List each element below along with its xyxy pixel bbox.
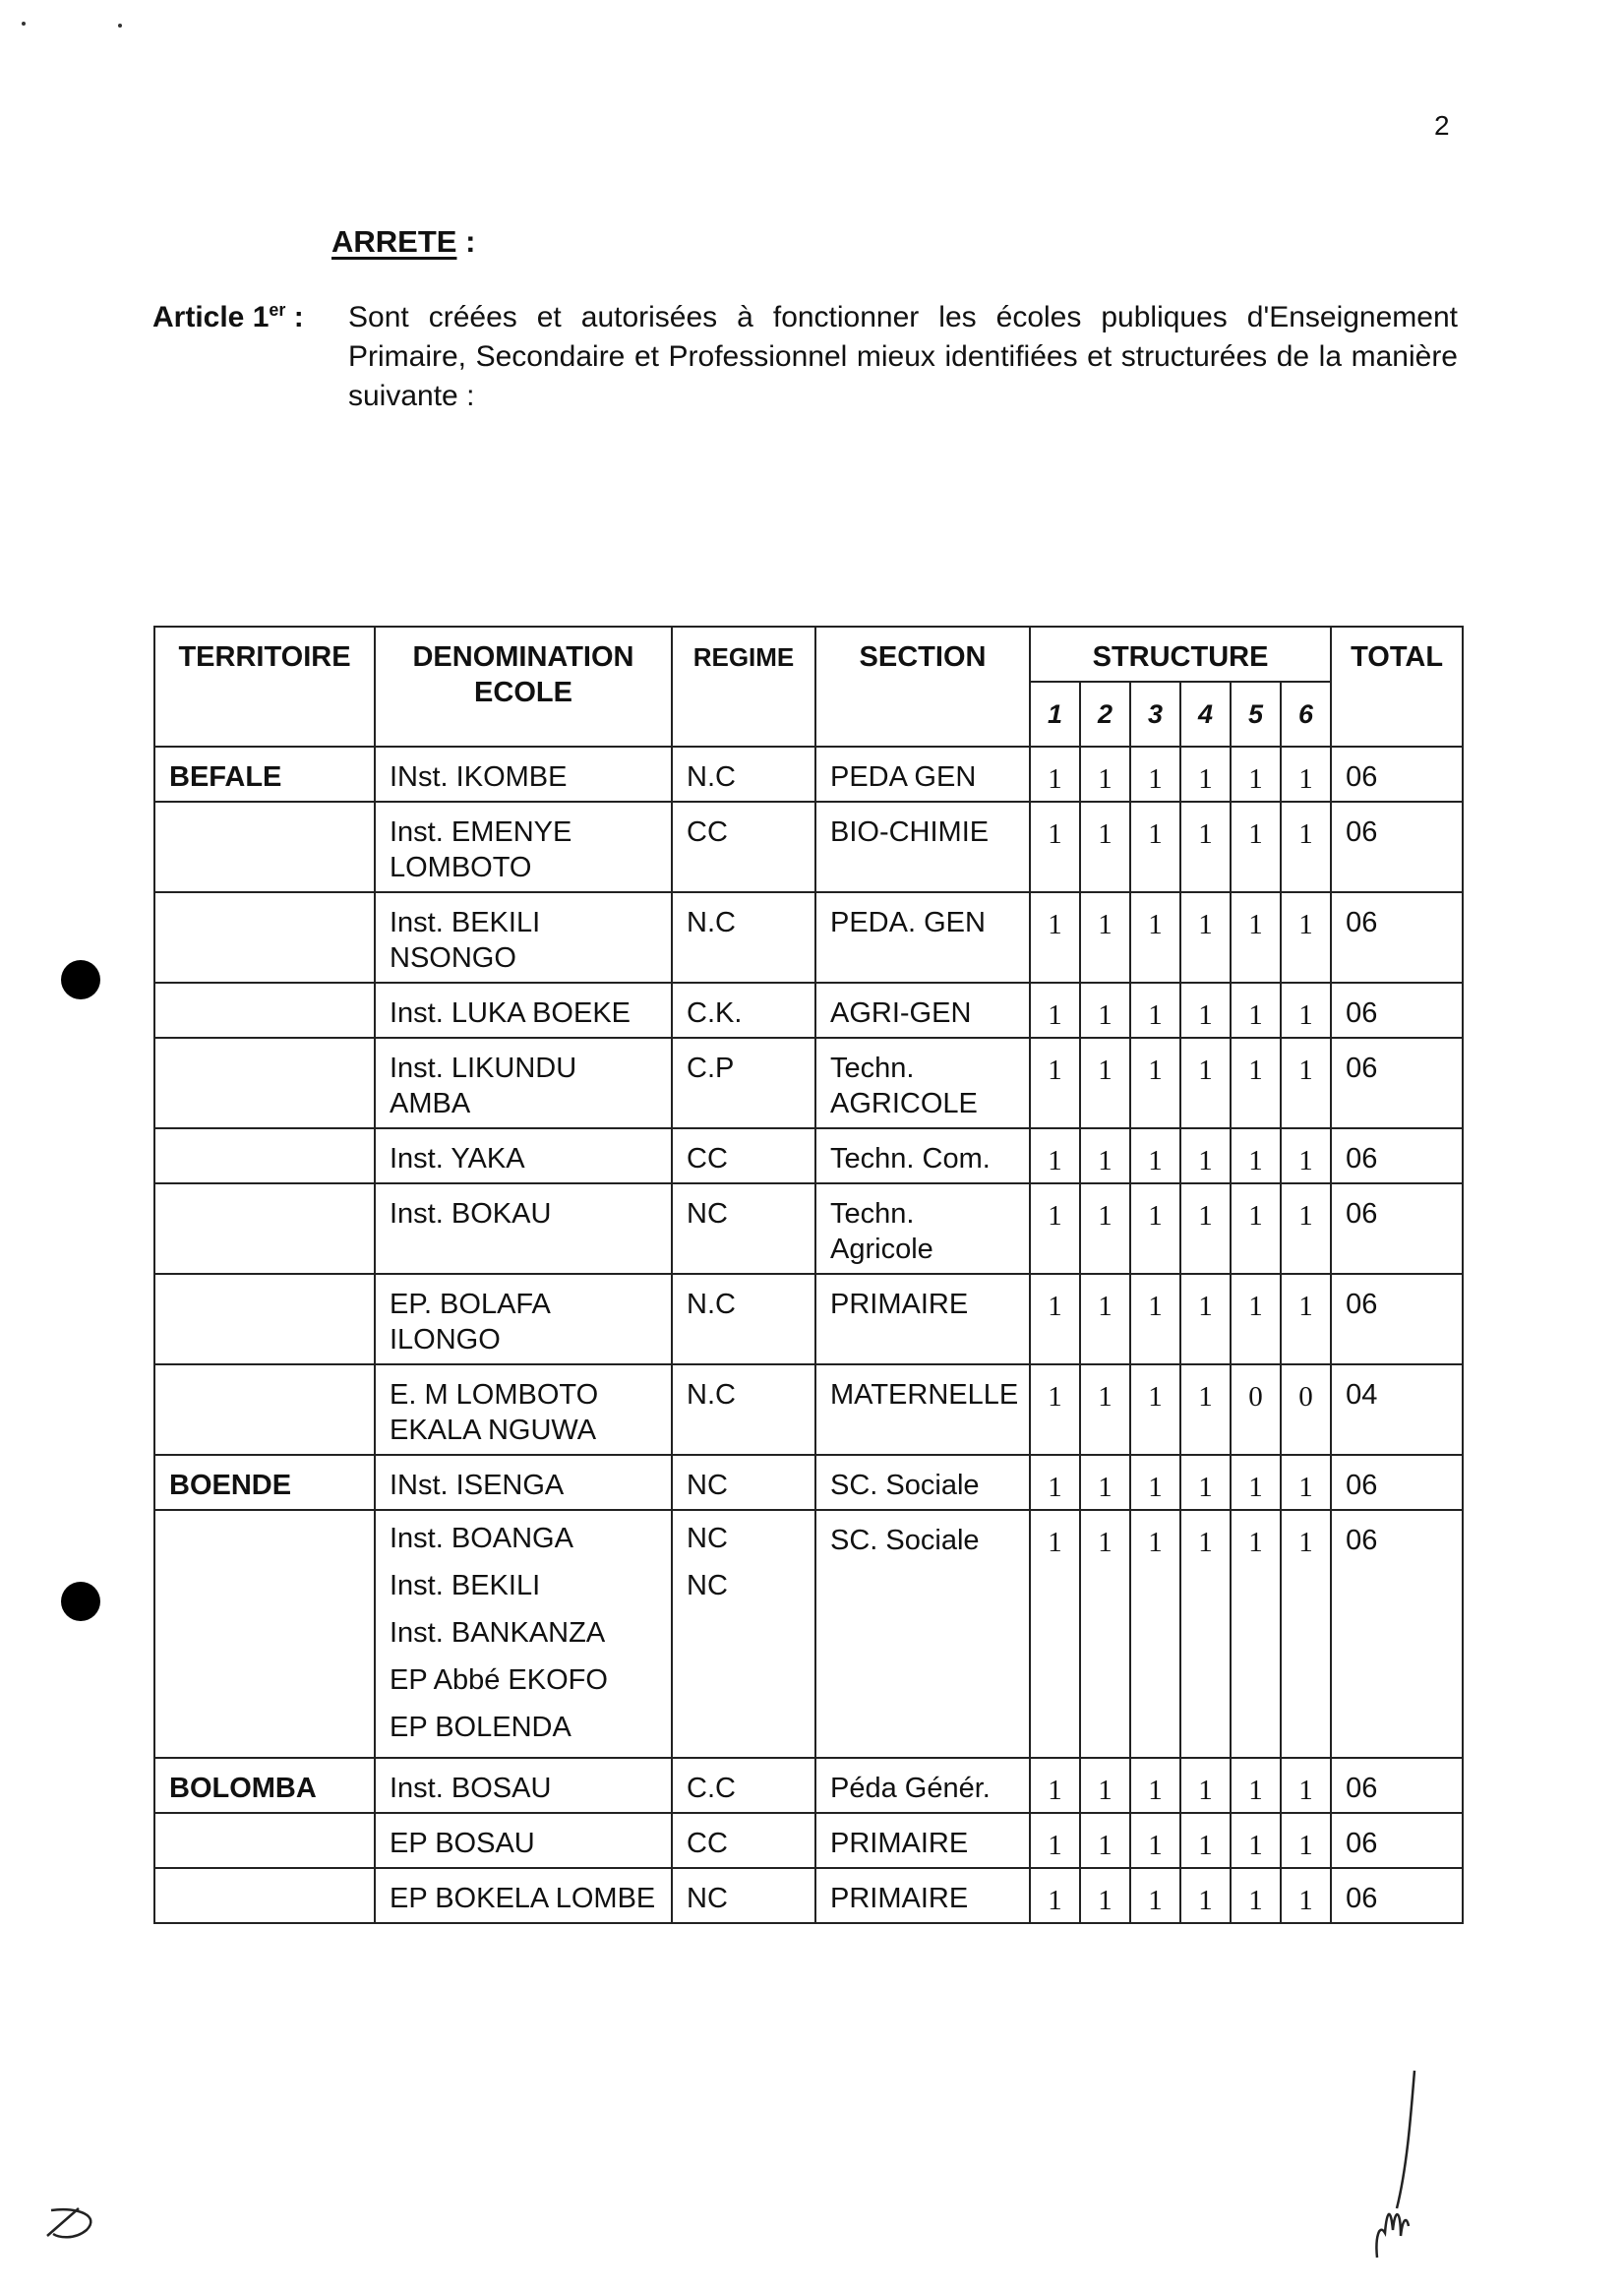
cell-territoire (154, 1813, 375, 1868)
cell-structure: 1 (1231, 1128, 1281, 1183)
table-header-row (154, 627, 1463, 682)
cell-structure: 1 (1080, 802, 1130, 892)
cell-structure: 1 (1231, 1868, 1281, 1923)
cell-regime: NC (672, 1455, 815, 1510)
cell-territoire (154, 1038, 375, 1128)
cell-total: 06 (1331, 1128, 1463, 1183)
cell-structure: 1 (1080, 1038, 1130, 1128)
cell-denomination: Inst. BOKAU (375, 1183, 672, 1274)
table-body-after (154, 1758, 1463, 1923)
cell-structure: 1 (1030, 1364, 1080, 1455)
table-row (154, 1813, 1463, 1868)
cell-structure: 1 (1180, 892, 1231, 983)
table-body (154, 747, 1463, 1510)
cell-regime-group (672, 1510, 815, 1758)
cell-structure: 1 (1231, 1758, 1281, 1813)
cell-section: SC. Sociale (815, 1510, 1030, 1758)
cell-section: PEDA GEN (815, 747, 1030, 802)
cell-denomination: Inst. LUKA BOEKE (375, 983, 672, 1038)
cell-total: 04 (1331, 1364, 1463, 1455)
cell-section: AGRI-GEN (815, 983, 1030, 1038)
cell-denomination: Inst. BOSAU (375, 1758, 672, 1813)
heading-text: ARRETE (331, 224, 457, 259)
cell-territoire (154, 1364, 375, 1455)
article-label-sup: er (269, 300, 286, 320)
cell-structure: 1 (1130, 1038, 1180, 1128)
cell-structure: 1 (1231, 1038, 1281, 1128)
cell-structure: 1 (1231, 892, 1281, 983)
cell-structure: 1 (1130, 747, 1180, 802)
cell-regime: CC (672, 1128, 815, 1183)
table-row (154, 1364, 1463, 1455)
cell-denomination: Inst. LIKUNDU AMBA (375, 1038, 672, 1128)
table-row (154, 1510, 1463, 1758)
scan-specks-icon (18, 18, 136, 37)
cell-structure: 1 (1180, 1868, 1231, 1923)
cell-structure: 1 (1180, 1813, 1231, 1868)
header-structure: STRUCTURE (1030, 627, 1331, 682)
cell-structure: 1 (1231, 747, 1281, 802)
cell-structure: 1 (1180, 1455, 1231, 1510)
table-row (154, 1038, 1463, 1128)
cell-structure: 1 (1130, 1813, 1180, 1868)
cell-structure: 1 (1231, 1813, 1281, 1868)
table-row (154, 892, 1463, 983)
punch-hole-mark (61, 960, 100, 999)
cell-section: PRIMAIRE (815, 1868, 1030, 1923)
cell-territoire (154, 983, 375, 1038)
signature-icon (1357, 2061, 1436, 2267)
cell-structure: 1 (1231, 802, 1281, 892)
cell-structure: 1 (1180, 1038, 1231, 1128)
group-denomination: EP Abbé EKOFO (390, 1664, 608, 1696)
cell-denomination: EP BOKELA LOMBE (375, 1868, 672, 1923)
cell-denomination: INst. IKOMBE (375, 747, 672, 802)
cell-structure: 1 (1080, 747, 1130, 802)
cell-denomination: E. M LOMBOTO EKALA NGUWA (375, 1364, 672, 1455)
cell-structure: 1 (1080, 892, 1130, 983)
cell-territoire (154, 1183, 375, 1274)
cell-regime: N.C (672, 747, 815, 802)
cell-structure: 1 (1281, 1813, 1331, 1868)
cell-section: Techn. AGRICOLE (815, 1038, 1030, 1128)
header-territoire: TERRITOIRE (154, 627, 375, 747)
cell-structure: 1 (1130, 1510, 1180, 1758)
structure-number: 1 (1030, 682, 1080, 747)
group-regime: NC (687, 1523, 728, 1554)
cell-structure: 1 (1231, 1455, 1281, 1510)
structure-number: 3 (1130, 682, 1180, 747)
page-number: 2 (1434, 110, 1450, 141)
cell-structure: 1 (1080, 1868, 1130, 1923)
cell-total: 06 (1331, 1038, 1463, 1128)
cell-total: 06 (1331, 1455, 1463, 1510)
cell-denomination: Inst. YAKA (375, 1128, 672, 1183)
cell-structure: 1 (1030, 892, 1080, 983)
punch-hole-mark (61, 1582, 100, 1621)
cell-regime: NC (672, 1868, 815, 1923)
cell-structure: 1 (1080, 1364, 1130, 1455)
header-regime: REGIME (672, 627, 815, 747)
cell-structure: 1 (1281, 1758, 1331, 1813)
decree-heading (331, 224, 475, 260)
cell-structure: 1 (1231, 983, 1281, 1038)
cell-denomination: INst. ISENGA (375, 1455, 672, 1510)
cell-total: 06 (1331, 1758, 1463, 1813)
cell-section: Techn. Agricole (815, 1183, 1030, 1274)
cell-structure: 1 (1030, 1813, 1080, 1868)
cell-structure: 1 (1130, 1758, 1180, 1813)
cell-regime: NC (672, 1183, 815, 1274)
cell-structure: 1 (1030, 1183, 1080, 1274)
cell-structure: 1 (1180, 747, 1231, 802)
cell-territoire: BOENDE (154, 1455, 375, 1510)
table-row (154, 1183, 1463, 1274)
article-text: Sont créées et autorisées à fonctionner les écoles publiques d'Enseignement Primaire, Secondaire et Professionnel mieux identifiées et structurées de la manière suivante : (348, 301, 1458, 412)
cell-structure: 0 (1231, 1364, 1281, 1455)
cell-structure: 1 (1080, 1813, 1130, 1868)
cell-structure: 1 (1130, 1868, 1180, 1923)
cell-structure: 1 (1030, 1455, 1080, 1510)
cell-total: 06 (1331, 747, 1463, 802)
cell-denomination: EP. BOLAFA ILONGO (375, 1274, 672, 1364)
cell-structure: 1 (1030, 747, 1080, 802)
table-row (154, 1868, 1463, 1923)
cell-regime: CC (672, 1813, 815, 1868)
header-total: TOTAL (1331, 627, 1463, 747)
cell-denomination: EP BOSAU (375, 1813, 672, 1868)
group-row-body (154, 1510, 1463, 1758)
cell-structure: 1 (1281, 802, 1331, 892)
group-denomination: EP BOLENDA (390, 1712, 571, 1743)
schools-table (153, 626, 1464, 1924)
cell-structure: 1 (1180, 802, 1231, 892)
structure-number: 4 (1180, 682, 1231, 747)
cell-structure: 1 (1180, 1364, 1231, 1455)
cell-structure: 1 (1180, 1183, 1231, 1274)
cell-structure: 1 (1231, 1510, 1281, 1758)
structure-number: 2 (1080, 682, 1130, 747)
cell-structure: 1 (1030, 802, 1080, 892)
table-row (154, 1758, 1463, 1813)
cell-section: SC. Sociale (815, 1455, 1030, 1510)
cell-structure: 1 (1130, 983, 1180, 1038)
cell-structure: 1 (1281, 1038, 1331, 1128)
cell-structure: 1 (1080, 1274, 1130, 1364)
cell-territoire: BEFALE (154, 747, 375, 802)
cell-regime: N.C (672, 892, 815, 983)
table-row (154, 1455, 1463, 1510)
cell-structure: 1 (1180, 1128, 1231, 1183)
cell-section: BIO-CHIMIE (815, 802, 1030, 892)
table-row (154, 1274, 1463, 1364)
cell-structure: 1 (1180, 1758, 1231, 1813)
cell-structure: 1 (1080, 983, 1130, 1038)
cell-territoire (154, 1274, 375, 1364)
table-row (154, 802, 1463, 892)
cell-structure: 1 (1281, 1510, 1331, 1758)
cell-regime: N.C (672, 1274, 815, 1364)
article-label (152, 300, 304, 334)
cell-structure: 1 (1030, 1510, 1080, 1758)
cell-structure: 1 (1130, 1183, 1180, 1274)
cell-structure: 1 (1130, 1364, 1180, 1455)
cell-structure: 1 (1030, 983, 1080, 1038)
cell-structure: 1 (1281, 1128, 1331, 1183)
cell-structure: 1 (1231, 1183, 1281, 1274)
cell-structure: 1 (1030, 1128, 1080, 1183)
cell-section: PRIMAIRE (815, 1813, 1030, 1868)
cell-structure: 1 (1281, 1455, 1331, 1510)
cell-denomination: Inst. EMENYE LOMBOTO (375, 802, 672, 892)
cell-structure: 1 (1180, 983, 1231, 1038)
cell-territoire (154, 1128, 375, 1183)
cell-total: 06 (1331, 1813, 1463, 1868)
cell-territoire (154, 802, 375, 892)
cell-structure: 0 (1281, 1364, 1331, 1455)
cell-structure: 1 (1281, 1183, 1331, 1274)
cell-territoire (154, 1868, 375, 1923)
cell-section: MATERNELLE (815, 1364, 1030, 1455)
cell-structure: 1 (1080, 1455, 1130, 1510)
header-section: SECTION (815, 627, 1030, 747)
cell-structure: 1 (1030, 1758, 1080, 1813)
cell-regime: CC (672, 802, 815, 892)
article-label-suffix: : (285, 301, 304, 333)
article-label-text: Article 1 (152, 301, 270, 333)
cell-section: PRIMAIRE (815, 1274, 1030, 1364)
cell-structure: 1 (1281, 747, 1331, 802)
table-row (154, 747, 1463, 802)
cell-denomination: Inst. BEKILI NSONGO (375, 892, 672, 983)
structure-number: 6 (1281, 682, 1331, 747)
cell-structure: 1 (1130, 1128, 1180, 1183)
cell-regime: C.K. (672, 983, 815, 1038)
group-denomination: Inst. BEKILI (390, 1570, 541, 1601)
cell-structure: 1 (1231, 1274, 1281, 1364)
cell-structure: 1 (1281, 1868, 1331, 1923)
cell-total: 06 (1331, 1274, 1463, 1364)
cell-structure: 1 (1130, 892, 1180, 983)
cell-structure: 1 (1281, 892, 1331, 983)
cell-denomination-group (375, 1510, 672, 1758)
header-denomination: DENOMINATION ECOLE (375, 627, 672, 747)
table-row (154, 983, 1463, 1038)
cell-territoire: BOLOMBA (154, 1758, 375, 1813)
cell-regime: C.P (672, 1038, 815, 1128)
cell-territoire (154, 892, 375, 983)
cell-structure: 1 (1030, 1274, 1080, 1364)
cell-total: 06 (1331, 1510, 1463, 1758)
structure-number: 5 (1231, 682, 1281, 747)
cell-structure: 1 (1281, 983, 1331, 1038)
heading-suffix: : (456, 224, 476, 259)
cell-total: 06 (1331, 892, 1463, 983)
cell-total: 06 (1331, 1183, 1463, 1274)
table-row (154, 1128, 1463, 1183)
cell-total: 06 (1331, 802, 1463, 892)
cell-regime: C.C (672, 1758, 815, 1813)
cell-section: Techn. Com. (815, 1128, 1030, 1183)
cell-structure: 1 (1180, 1274, 1231, 1364)
cell-territoire (154, 1510, 375, 1758)
group-regime: NC (687, 1570, 728, 1601)
cell-structure: 1 (1130, 802, 1180, 892)
cell-structure: 1 (1130, 1274, 1180, 1364)
cell-structure: 1 (1080, 1758, 1130, 1813)
cell-regime: N.C (672, 1364, 815, 1455)
cell-structure: 1 (1180, 1510, 1231, 1758)
cell-structure: 1 (1130, 1455, 1180, 1510)
cell-structure: 1 (1080, 1510, 1130, 1758)
cell-section: PEDA. GEN (815, 892, 1030, 983)
cell-structure: 1 (1030, 1868, 1080, 1923)
group-denomination: Inst. BOANGA (390, 1523, 573, 1554)
cell-structure: 1 (1281, 1274, 1331, 1364)
cell-structure: 1 (1080, 1128, 1130, 1183)
cell-section: Péda Génér. (815, 1758, 1030, 1813)
cell-total: 06 (1331, 1868, 1463, 1923)
initials-icon (39, 2199, 108, 2248)
group-denomination: Inst. BANKANZA (390, 1617, 606, 1649)
cell-structure: 1 (1030, 1038, 1080, 1128)
cell-total: 06 (1331, 983, 1463, 1038)
cell-structure: 1 (1080, 1183, 1130, 1274)
